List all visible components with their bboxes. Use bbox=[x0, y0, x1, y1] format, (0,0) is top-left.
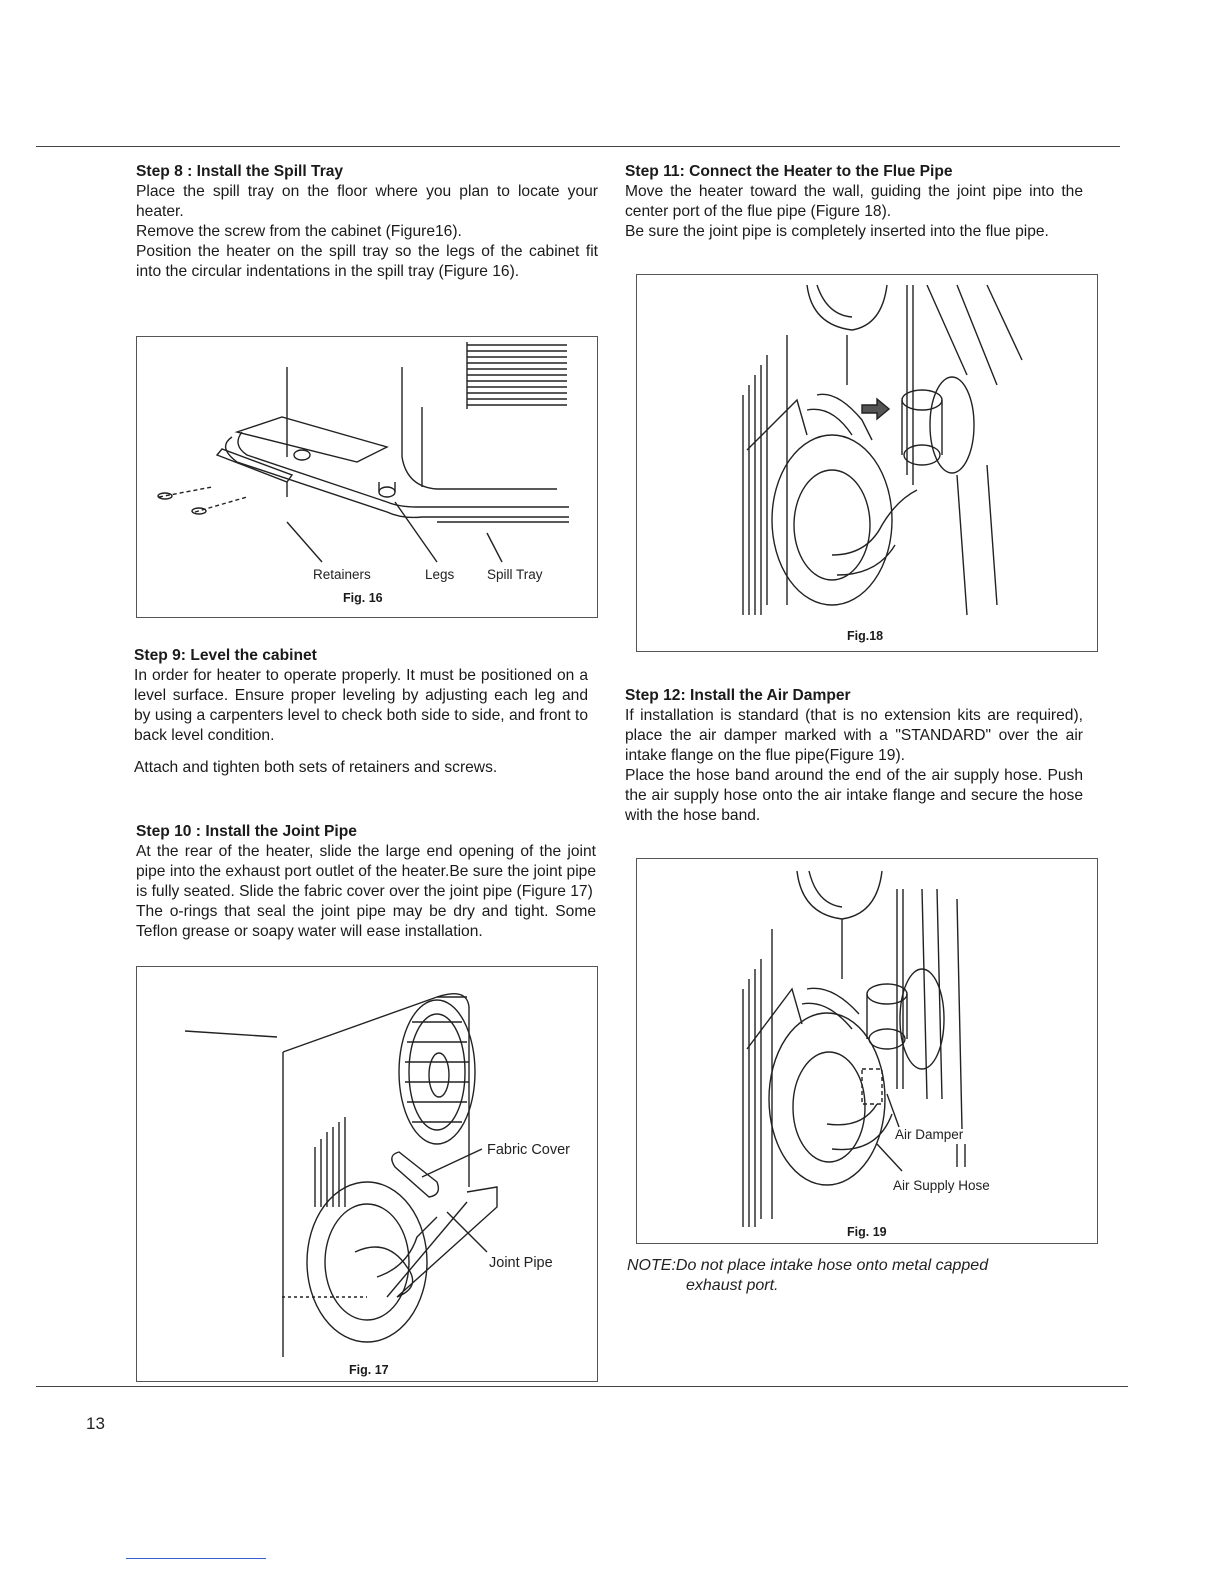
top-rule bbox=[36, 146, 1120, 147]
step11-heading: Step 11: Connect the Heater to the Flue Pipe bbox=[625, 163, 953, 180]
figure-16 bbox=[136, 336, 598, 618]
step9-section bbox=[134, 646, 588, 778]
step12-paragraph-1: If installation is standard (that is no extension kits are required), place the air damper marked with a "STANDARD" over the air intake flange on the flue pipe(Figure 19). bbox=[625, 707, 1083, 764]
step12-section bbox=[625, 686, 1083, 826]
step9-paragraph-2: Attach and tighten both sets of retainers and screws. bbox=[134, 759, 498, 776]
step11-section bbox=[625, 162, 1083, 242]
label-joint-pipe: Joint Pipe bbox=[489, 1255, 553, 1271]
note-line-1: NOTE:Do not place intake hose onto metal capped bbox=[627, 1257, 989, 1274]
label-spill-tray: Spill Tray bbox=[487, 567, 543, 582]
label-retainers: Retainers bbox=[313, 567, 371, 582]
flue-pipe-illustration bbox=[637, 275, 1097, 651]
joint-pipe-illustration bbox=[137, 967, 597, 1381]
step10-section bbox=[136, 822, 596, 942]
bottom-rule bbox=[36, 1386, 1128, 1387]
step9-paragraph-1: In order for heater to operate properly. It must be positioned on a level surface. Ensure proper leveling by adjusting each leg and by using a carpenters level to check both side to side, and front to back level condition. bbox=[134, 667, 588, 744]
step10-paragraph-1: At the rear of the heater, slide the large end opening of the joint pipe into the exhaust port outlet of the heater.Be sure the joint pipe is fully seated. Slide the fabric cover over the joint pipe (Figure 17) bbox=[136, 843, 596, 900]
step12-heading: Step 12: Install the Air Damper bbox=[625, 687, 851, 704]
air-damper-illustration bbox=[637, 859, 1097, 1243]
step9-heading: Step 9: Level the cabinet bbox=[134, 647, 317, 664]
step12-paragraph-2: Place the hose band around the end of the air supply hose. Push the air supply hose onto the air intake flange and secure the hose with the hose band. bbox=[625, 767, 1083, 824]
step8-paragraph-1: Place the spill tray on the floor where you plan to locate your heater. bbox=[136, 183, 598, 220]
figure-17 bbox=[136, 966, 598, 1382]
page-number: 13 bbox=[86, 1414, 105, 1433]
step8-heading: Step 8 : Install the Spill Tray bbox=[136, 163, 344, 180]
step8-paragraph-2: Remove the screw from the cabinet (Figure16). bbox=[136, 223, 462, 240]
step8-section bbox=[136, 162, 598, 282]
label-air-damper: Air Damper bbox=[895, 1127, 964, 1142]
bottom-blue-line bbox=[126, 1558, 266, 1559]
fig16-caption: Fig. 16 bbox=[343, 591, 383, 605]
fig19-caption: Fig. 19 bbox=[847, 1225, 887, 1239]
step8-paragraph-3: Position the heater on the spill tray so the legs of the cabinet fit into the circular indentations in the spill tray (Figure 16). bbox=[136, 243, 598, 280]
step11-paragraph-2: Be sure the joint pipe is completely inserted into the flue pipe. bbox=[625, 223, 1049, 240]
fig18-caption: Fig.18 bbox=[847, 629, 884, 643]
note-line-2: exhaust port. bbox=[686, 1277, 779, 1294]
figure-19 bbox=[636, 858, 1098, 1244]
step10-heading: Step 10 : Install the Joint Pipe bbox=[136, 823, 357, 840]
step11-paragraph-1: Move the heater toward the wall, guiding the joint pipe into the center port of the flue pipe (Figure 18). bbox=[625, 183, 1083, 220]
label-legs: Legs bbox=[425, 567, 455, 582]
step10-paragraph-2: The o-rings that seal the joint pipe may be dry and tight. Some Teflon grease or soapy water will ease installation. bbox=[136, 903, 596, 940]
label-fabric-cover: Fabric Cover bbox=[487, 1142, 570, 1158]
label-air-supply-hose: Air Supply Hose bbox=[893, 1178, 990, 1193]
figure-18 bbox=[636, 274, 1098, 652]
fig17-caption: Fig. 17 bbox=[349, 1363, 389, 1377]
